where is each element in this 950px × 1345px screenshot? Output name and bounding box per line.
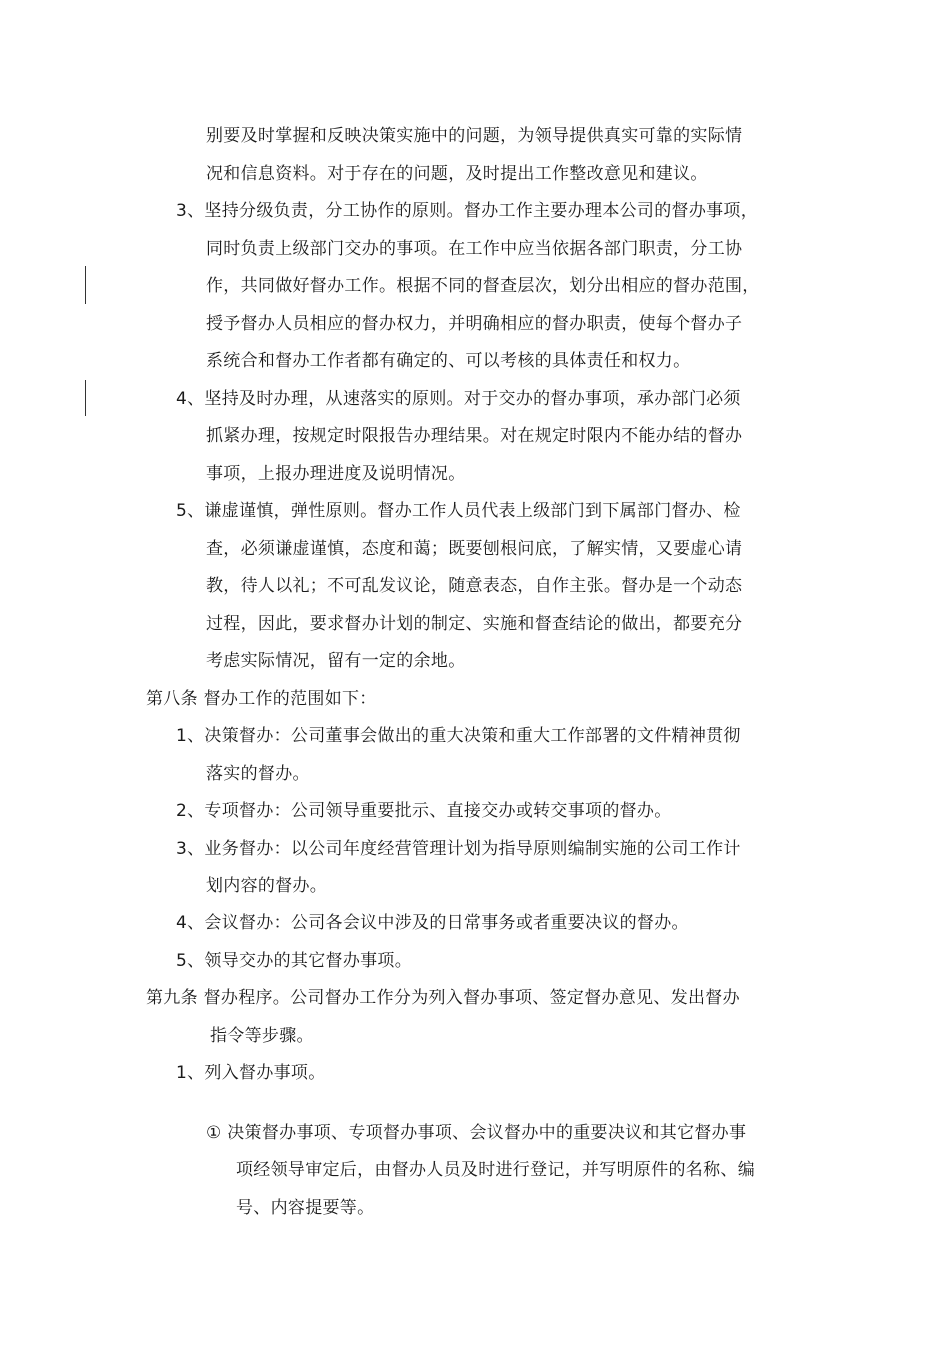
body-text-line: 况和信息资料。对于存在的问题，及时提出工作整改意见和建议。 [206,164,708,184]
list-item-line: 3、业务督办：以公司年度经营管理计划为指导原则编制实施的公司工作计 [176,839,741,859]
article-heading: 第八条 督办工作的范围如下： [146,689,377,709]
list-item-line: 5、领导交办的其它督办事项。 [176,951,413,971]
list-item-line: 2、专项督办：公司领导重要批示、直接交办或转交事项的督办。 [176,801,672,821]
list-item-line: 4、坚持及时办理，从速落实的原则。对于交办的督办事项，承办部门必须 [176,389,741,409]
body-text-line: 系统合和督办工作者都有确定的、可以考核的具体责任和权力。 [206,351,691,371]
list-item-line: 1、决策督办：公司董事会做出的重大决策和重大工作部署的文件精神贯彻 [176,726,741,746]
list-item-line: 1、列入督办事项。 [176,1063,326,1083]
sub-item-line: ① 决策督办事项、专项督办事项、会议督办中的重要决议和其它督办事 [206,1123,747,1143]
revision-bar [85,380,86,416]
list-item-line: 5、谦虚谨慎，弹性原则。督办工作人员代表上级部门到下属部门督办、检 [176,501,741,521]
body-text-line: 指令等步骤。 [210,1026,314,1046]
body-text-line: 抓紧办理，按规定时限报告办理结果。对在规定时限内不能办结的督办 [206,426,743,446]
body-text-line: 别要及时掌握和反映决策实施中的问题，为领导提供真实可靠的实际情 [206,126,743,146]
body-text-line: 号、内容提要等。 [236,1198,375,1218]
body-text-line: 考虑实际情况，留有一定的余地。 [206,651,466,671]
body-text-line: 作，共同做好督办工作。根据不同的督查层次，划分出相应的督办范围， [206,276,760,296]
body-text-line: 查，必须谦虚谨慎，态度和蔼；既要刨根问底，了解实情，又要虚心请 [206,539,743,559]
body-text-line: 项经领导审定后，由督办人员及时进行登记，并写明原件的名称、编 [236,1160,755,1180]
list-item-line: 3、坚持分级负责，分工协作的原则。督办工作主要办理本公司的督办事项， [176,201,759,221]
body-text-line: 过程，因此，要求督办计划的制定、实施和督查结论的做出，都要充分 [206,614,743,634]
article-heading: 第九条 督办程序。公司督办工作分为列入督办事项、签定督办意见、发出督办 [146,988,740,1008]
body-text-line: 划内容的督办。 [206,876,328,896]
body-text-line: 事项，上报办理进度及说明情况。 [206,464,466,484]
body-text-line: 授予督办人员相应的督办权力，并明确相应的督办职责，使每个督办子 [206,314,743,334]
body-text-line: 落实的督办。 [206,764,310,784]
revision-bar [85,266,86,304]
body-text-line: 同时负责上级部门交办的事项。在工作中应当依据各部门职责，分工协 [206,239,743,259]
list-item-line: 4、会议督办：公司各会议中涉及的日常事务或者重要决议的督办。 [176,913,689,933]
body-text-line: 教，待人以礼；不可乱发议论，随意表态，自作主张。督办是一个动态 [206,576,743,596]
